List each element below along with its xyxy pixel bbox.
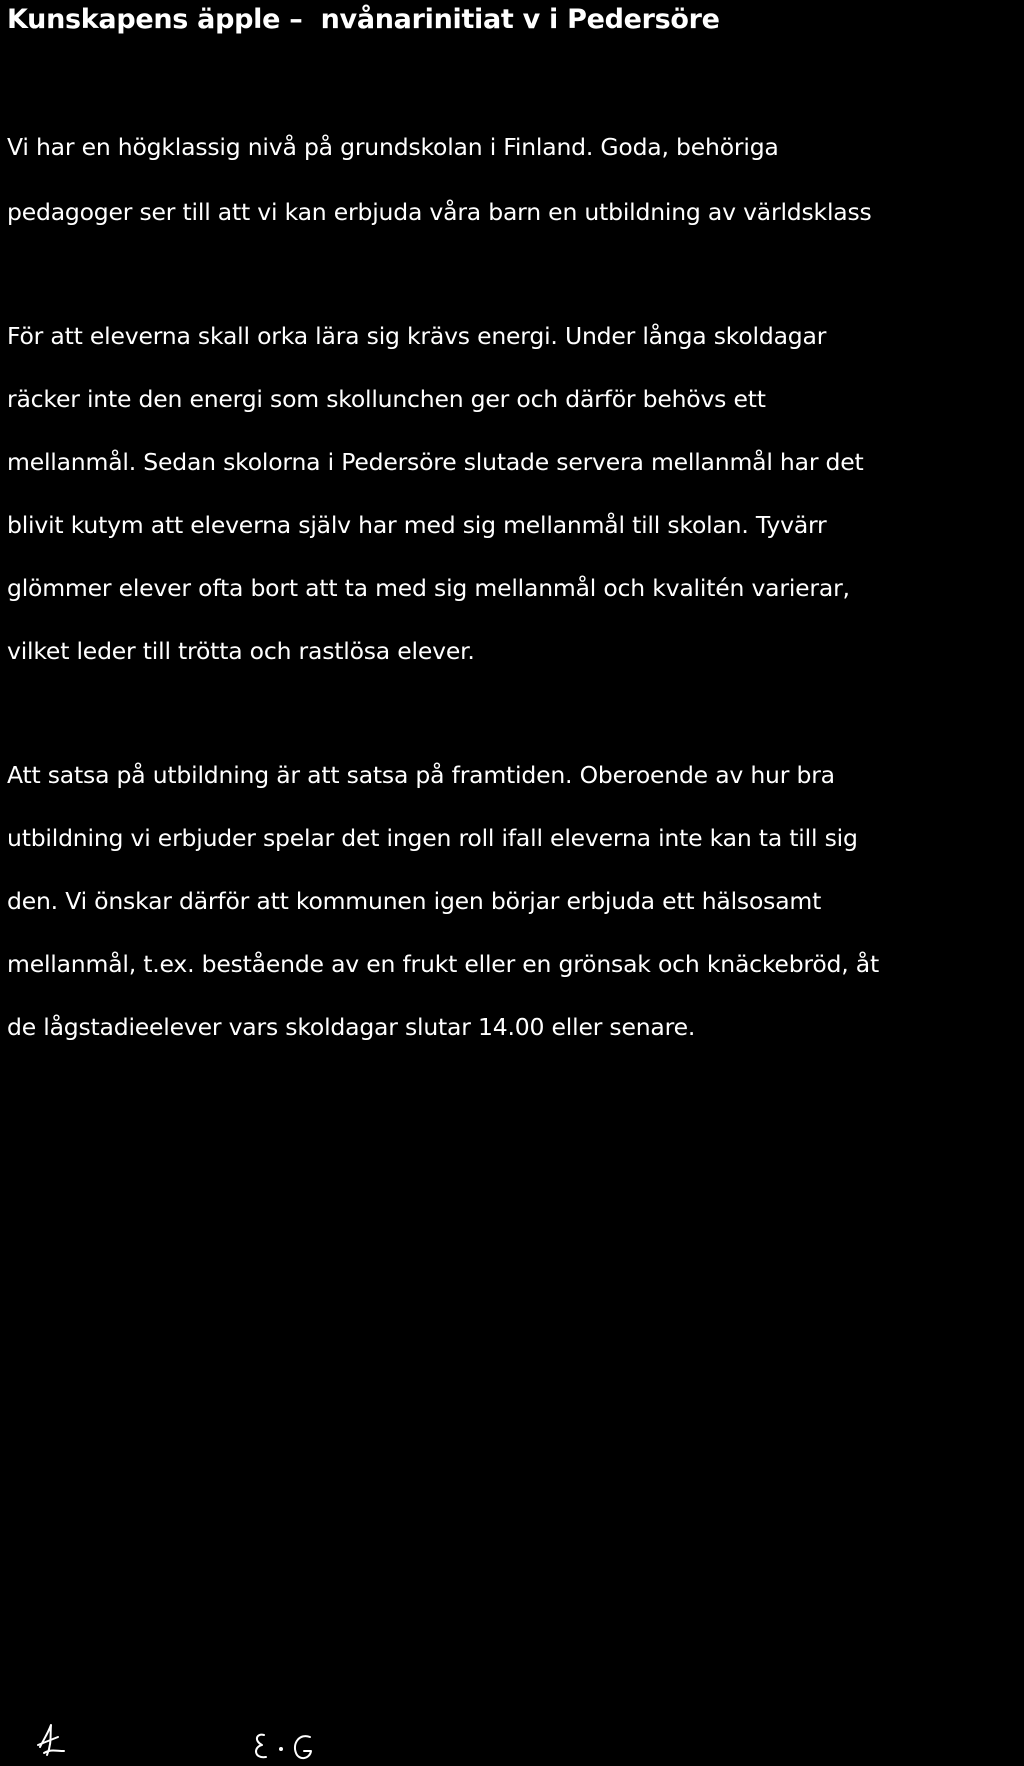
paragraph-2-line-1: För att eleverna skall orka lära sig krävs energi. Under långa skoldagar	[7, 322, 827, 350]
paragraph-2-line-5: glömmer elever ofta bort att ta med sig mellanmål och kvalitén varierar,	[7, 574, 850, 602]
signatures-area	[0, 1705, 1024, 1766]
paragraph-3-line-3: den. Vi önskar därför att kommunen igen börjar erbjuda ett hälsosamt	[7, 887, 822, 915]
paragraph-2-line-4: blivit kutym att eleverna själv har med sig mellanmål till skolan. Tyvärr	[7, 511, 827, 539]
handwritten-signature-left	[32, 1717, 72, 1763]
document-title: Kunskapens äpple – nvånarinitiat v i Pedersöre	[7, 4, 720, 35]
paragraph-2-line-6: vilket leder till trötta och rastlösa elever.	[7, 637, 475, 665]
paragraph-3-line-2: utbildning vi erbjuder spelar det ingen roll ifall eleverna inte kan ta till sig	[7, 824, 858, 852]
paragraph-1-line-1: Vi har en högklassig nivå på grundskolan i Finland. Goda, behöriga	[7, 133, 779, 161]
paragraph-1-line-2: pedagoger ser till att vi kan erbjuda våra barn en utbildning av världsklass	[7, 198, 872, 226]
paragraph-3-line-4: mellanmål, t.ex. bestående av en frukt eller en grönsak och knäckebröd, åt	[7, 950, 880, 978]
handwritten-signature-right	[250, 1731, 328, 1765]
paragraph-3-line-1: Att satsa på utbildning är att satsa på framtiden. Oberoende av hur bra	[7, 761, 835, 789]
paragraph-2-line-2: räcker inte den energi som skollunchen ger och därför behövs ett	[7, 385, 766, 413]
paragraph-3-line-5: de lågstadieelever vars skoldagar slutar 14.00 eller senare.	[7, 1013, 696, 1041]
paragraph-2-line-3: mellanmål. Sedan skolorna i Pedersöre slutade servera mellanmål har det	[7, 448, 864, 476]
